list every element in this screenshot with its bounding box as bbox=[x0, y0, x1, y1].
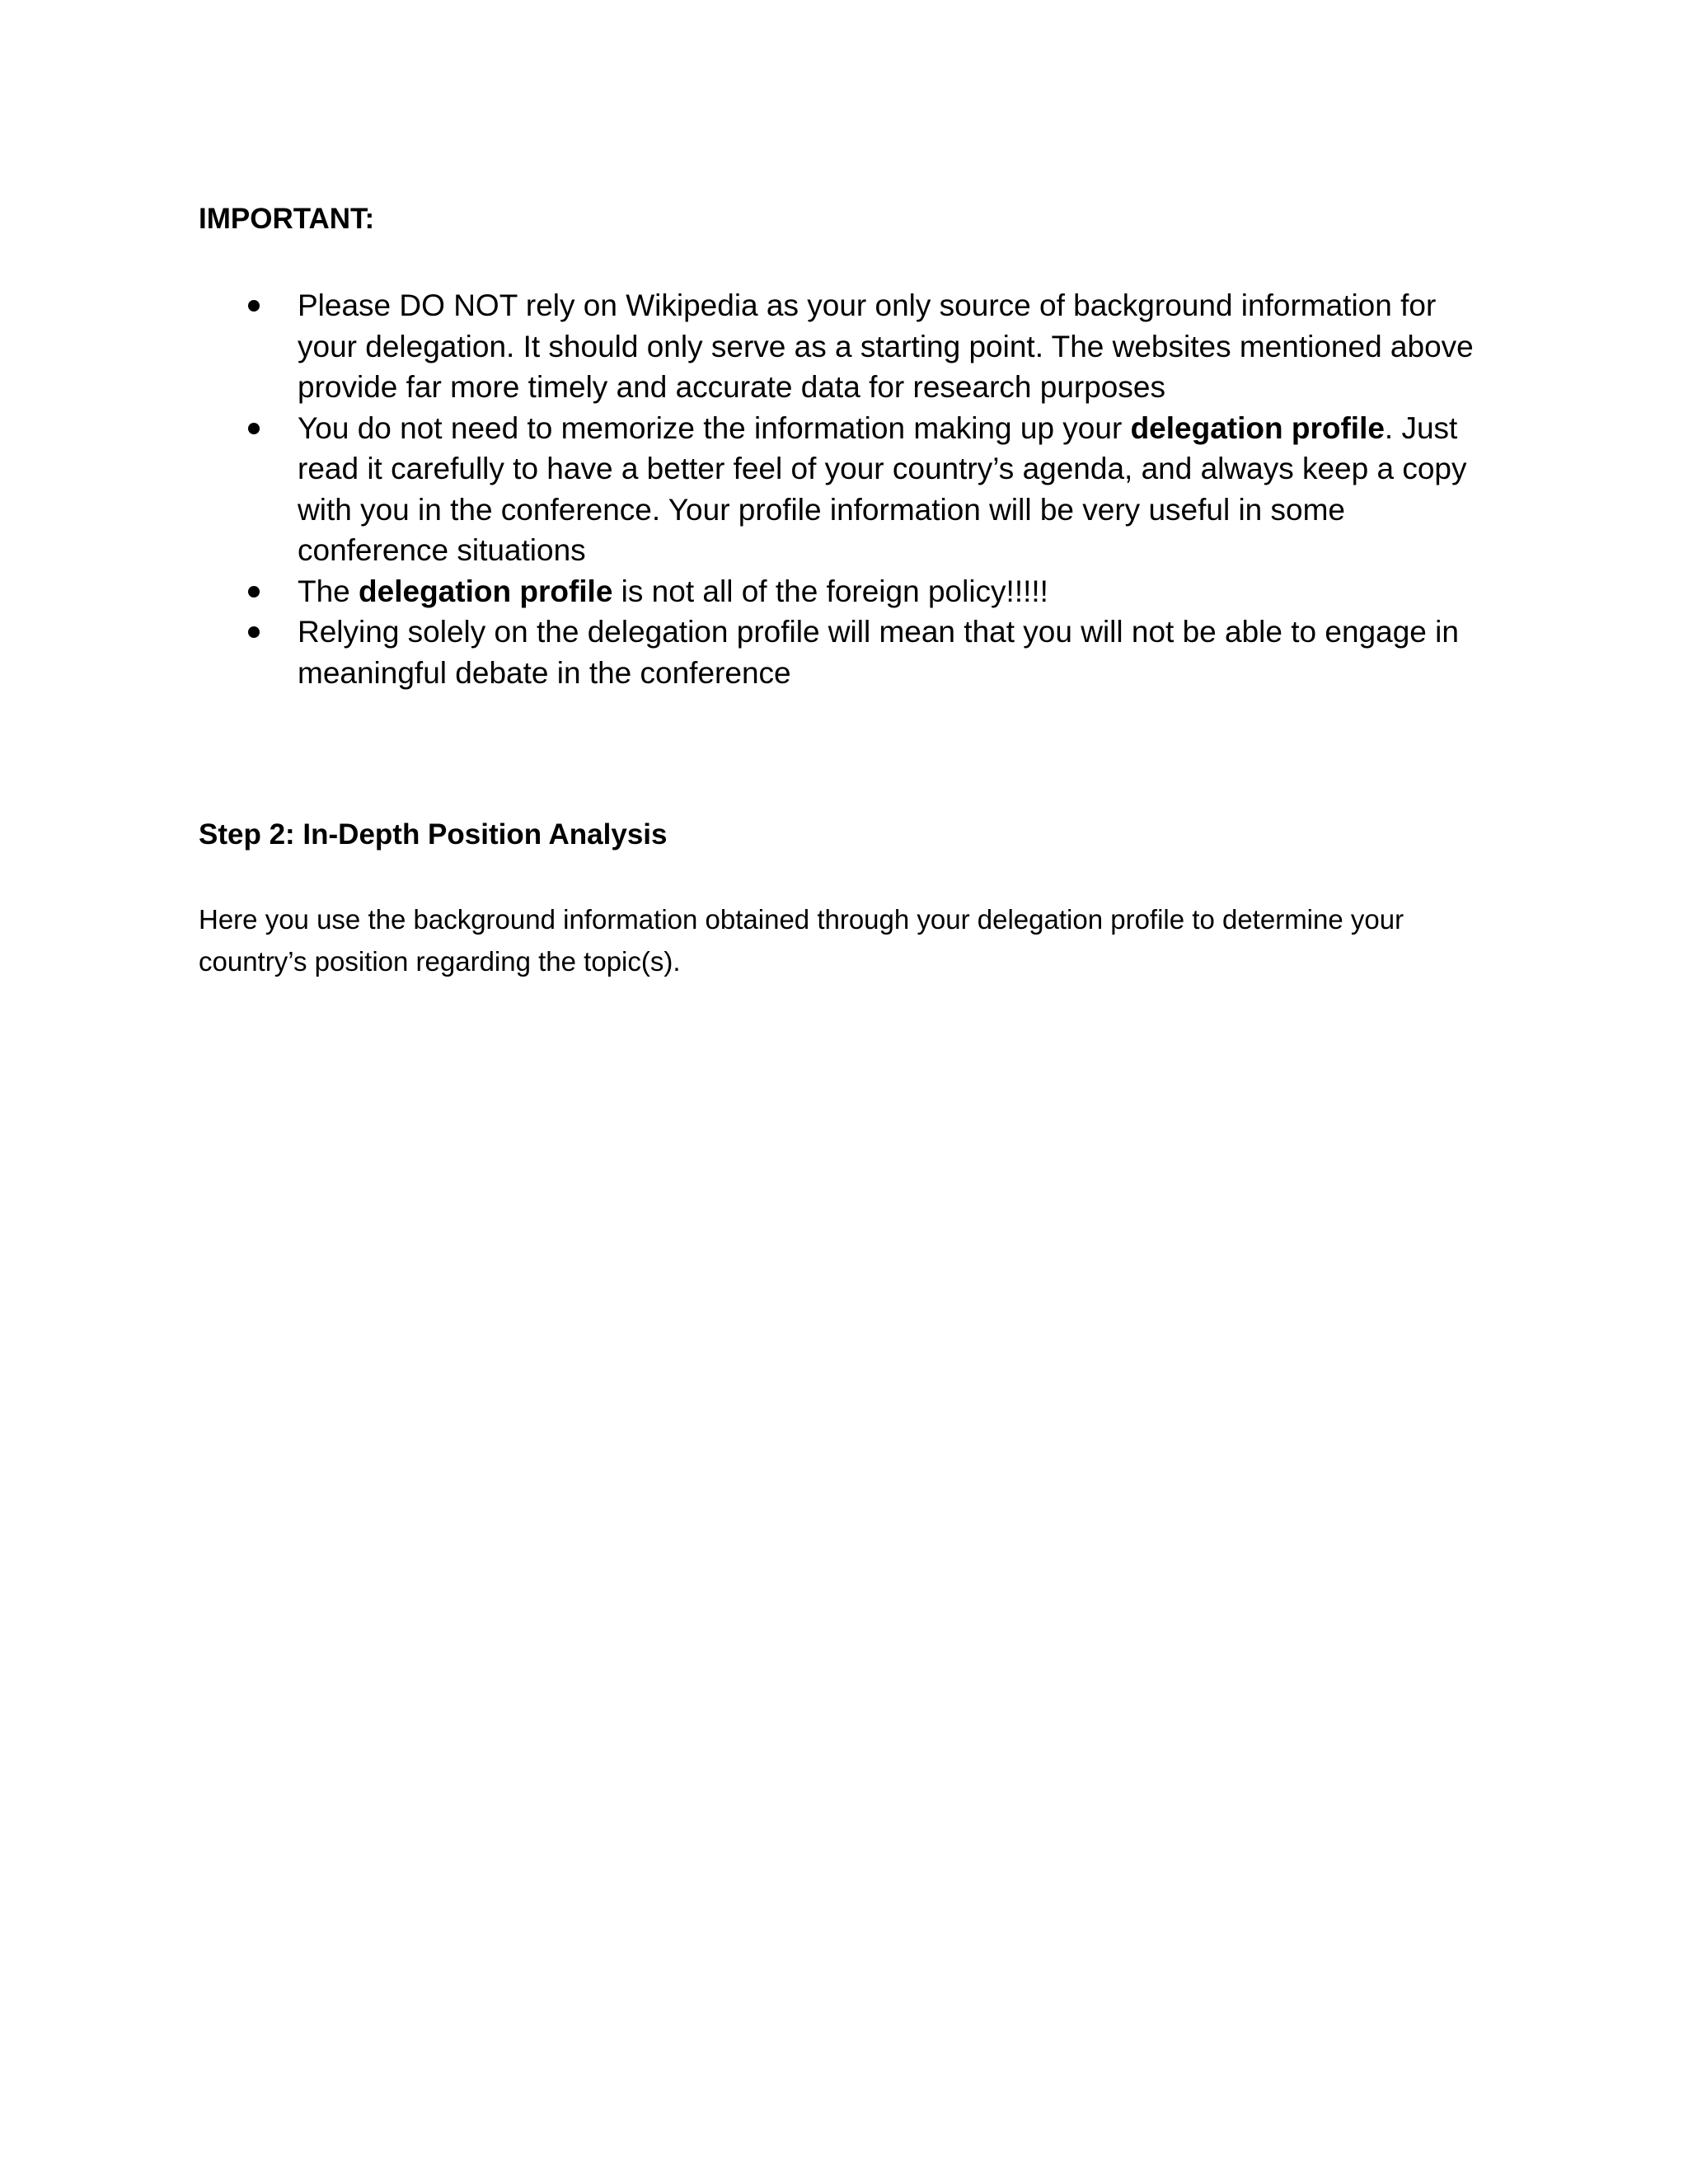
bullet-text-part: You do not need to memorize the information making up your bbox=[298, 410, 1131, 445]
bullet-text bbox=[298, 574, 1048, 608]
bullet-text bbox=[298, 411, 1467, 568]
bullet-item-wikipedia bbox=[199, 285, 1484, 408]
bullet-text-part: Please DO NOT rely on Wikipedia as your only source of background information for your delegation. It should only serve as a starting point. The websites mentioned above provide far more timely and accurate data for research purposes bbox=[298, 288, 1474, 404]
bullet-bold-term: delegation profile bbox=[359, 574, 613, 608]
bullet-text-part: The bbox=[298, 574, 359, 608]
important-bullet-list bbox=[199, 285, 1484, 693]
bullet-text bbox=[298, 288, 1474, 404]
step2-heading: Step 2: In-Depth Position Analysis bbox=[199, 818, 668, 851]
bullet-text bbox=[298, 615, 1459, 690]
important-heading: IMPORTANT: bbox=[199, 203, 375, 235]
bullet-bold-term: delegation profile bbox=[1130, 410, 1385, 445]
bullet-icon bbox=[248, 586, 260, 598]
bullet-text-part: Relying solely on the delegation profile will mean that you will not be able to engage in meaningful debate in the conference bbox=[298, 615, 1459, 690]
bullet-item-memorize bbox=[199, 408, 1484, 571]
bullet-icon bbox=[248, 626, 260, 638]
bullet-text-part: is not all of the foreign policy!!!!! bbox=[612, 574, 1048, 608]
bullet-item-relying bbox=[199, 612, 1484, 693]
bullet-item-foreign-policy bbox=[199, 571, 1484, 612]
bullet-text-part: . Just read it carefully to have a better feel of your country’s agenda, and always keep a copy with you in the conference. Your profile information will be very useful in some conference situations bbox=[298, 410, 1467, 567]
step2-paragraph: Here you use the background information obtained through your delegation profile to determine your country’s position regarding the topic(s). bbox=[199, 904, 1404, 977]
bullet-icon bbox=[248, 423, 260, 434]
bullet-icon bbox=[248, 300, 260, 312]
